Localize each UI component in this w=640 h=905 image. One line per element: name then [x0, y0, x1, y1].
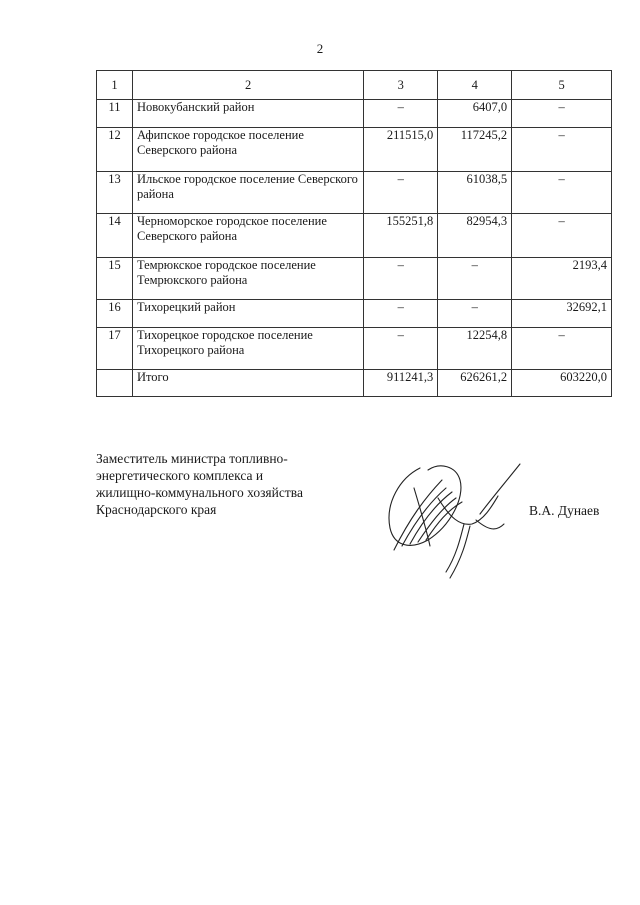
signatory-line: энергетического комплекса и: [96, 468, 264, 483]
cell-col5: –: [512, 172, 612, 214]
table-row: [97, 172, 612, 214]
cell-col3: –: [364, 258, 438, 300]
row-number: 12: [97, 128, 133, 172]
cell-col3: –: [364, 100, 438, 128]
row-number: [97, 370, 133, 397]
row-name: Черноморское городское поселение Северского района: [132, 214, 363, 258]
row-number: 11: [97, 100, 133, 128]
total-label: Итого: [132, 370, 363, 397]
cell-col3: –: [364, 328, 438, 370]
row-name: Ильское городское поселение Северского района: [132, 172, 363, 214]
row-number: 16: [97, 300, 133, 328]
cell-col3: 211515,0: [364, 128, 438, 172]
cell-col5: –: [512, 328, 612, 370]
table-row: [97, 300, 612, 328]
cell-col4: 6407,0: [438, 100, 512, 128]
cell-col5: 32692,1: [512, 300, 612, 328]
row-number: 13: [97, 172, 133, 214]
data-table: [96, 70, 612, 397]
cell-col4: 117245,2: [438, 128, 512, 172]
column-header: 1: [97, 71, 133, 100]
row-number: 14: [97, 214, 133, 258]
row-name: Тихорецкий район: [132, 300, 363, 328]
table-row: [97, 328, 612, 370]
row-name: Тихорецкое городское поселение Тихорецкого района: [132, 328, 363, 370]
signatory-line: Краснодарского края: [96, 502, 217, 517]
table-header-row: [97, 71, 612, 100]
row-name: Новокубанский район: [132, 100, 363, 128]
row-name: Афипское городское поселение Северского района: [132, 128, 363, 172]
cell-col5: –: [512, 100, 612, 128]
row-number: 17: [97, 328, 133, 370]
cell-col4: 61038,5: [438, 172, 512, 214]
total-row: [97, 370, 612, 397]
column-header: 5: [512, 71, 612, 100]
table-row: [97, 214, 612, 258]
cell-col3: –: [364, 172, 438, 214]
cell-col4: –: [438, 258, 512, 300]
signatory-line: Заместитель министра топливно-: [96, 451, 288, 466]
cell-col3: 155251,8: [364, 214, 438, 258]
total-col3: 911241,3: [364, 370, 438, 397]
cell-col4: 82954,3: [438, 214, 512, 258]
cell-col5: –: [512, 214, 612, 258]
cell-col5: –: [512, 128, 612, 172]
total-col5: 603220,0: [512, 370, 612, 397]
table-row: [97, 100, 612, 128]
table-row: [97, 258, 612, 300]
signatory-name: В.А. Дунаев: [529, 503, 600, 518]
page-number: 2: [316, 41, 324, 56]
column-header: 2: [132, 71, 363, 100]
table-row: [97, 128, 612, 172]
row-name: Темрюкское городское поселение Темрюкского района: [132, 258, 363, 300]
cell-col4: –: [438, 300, 512, 328]
total-col4: 626261,2: [438, 370, 512, 397]
column-header: 3: [364, 71, 438, 100]
handwritten-signature: [380, 458, 530, 583]
signatory-position: [96, 450, 303, 518]
cell-col3: –: [364, 300, 438, 328]
cell-col5: 2193,4: [512, 258, 612, 300]
signatory-line: жилищно-коммунального хозяйства: [96, 485, 303, 500]
cell-col4: 12254,8: [438, 328, 512, 370]
row-number: 15: [97, 258, 133, 300]
column-header: 4: [438, 71, 512, 100]
